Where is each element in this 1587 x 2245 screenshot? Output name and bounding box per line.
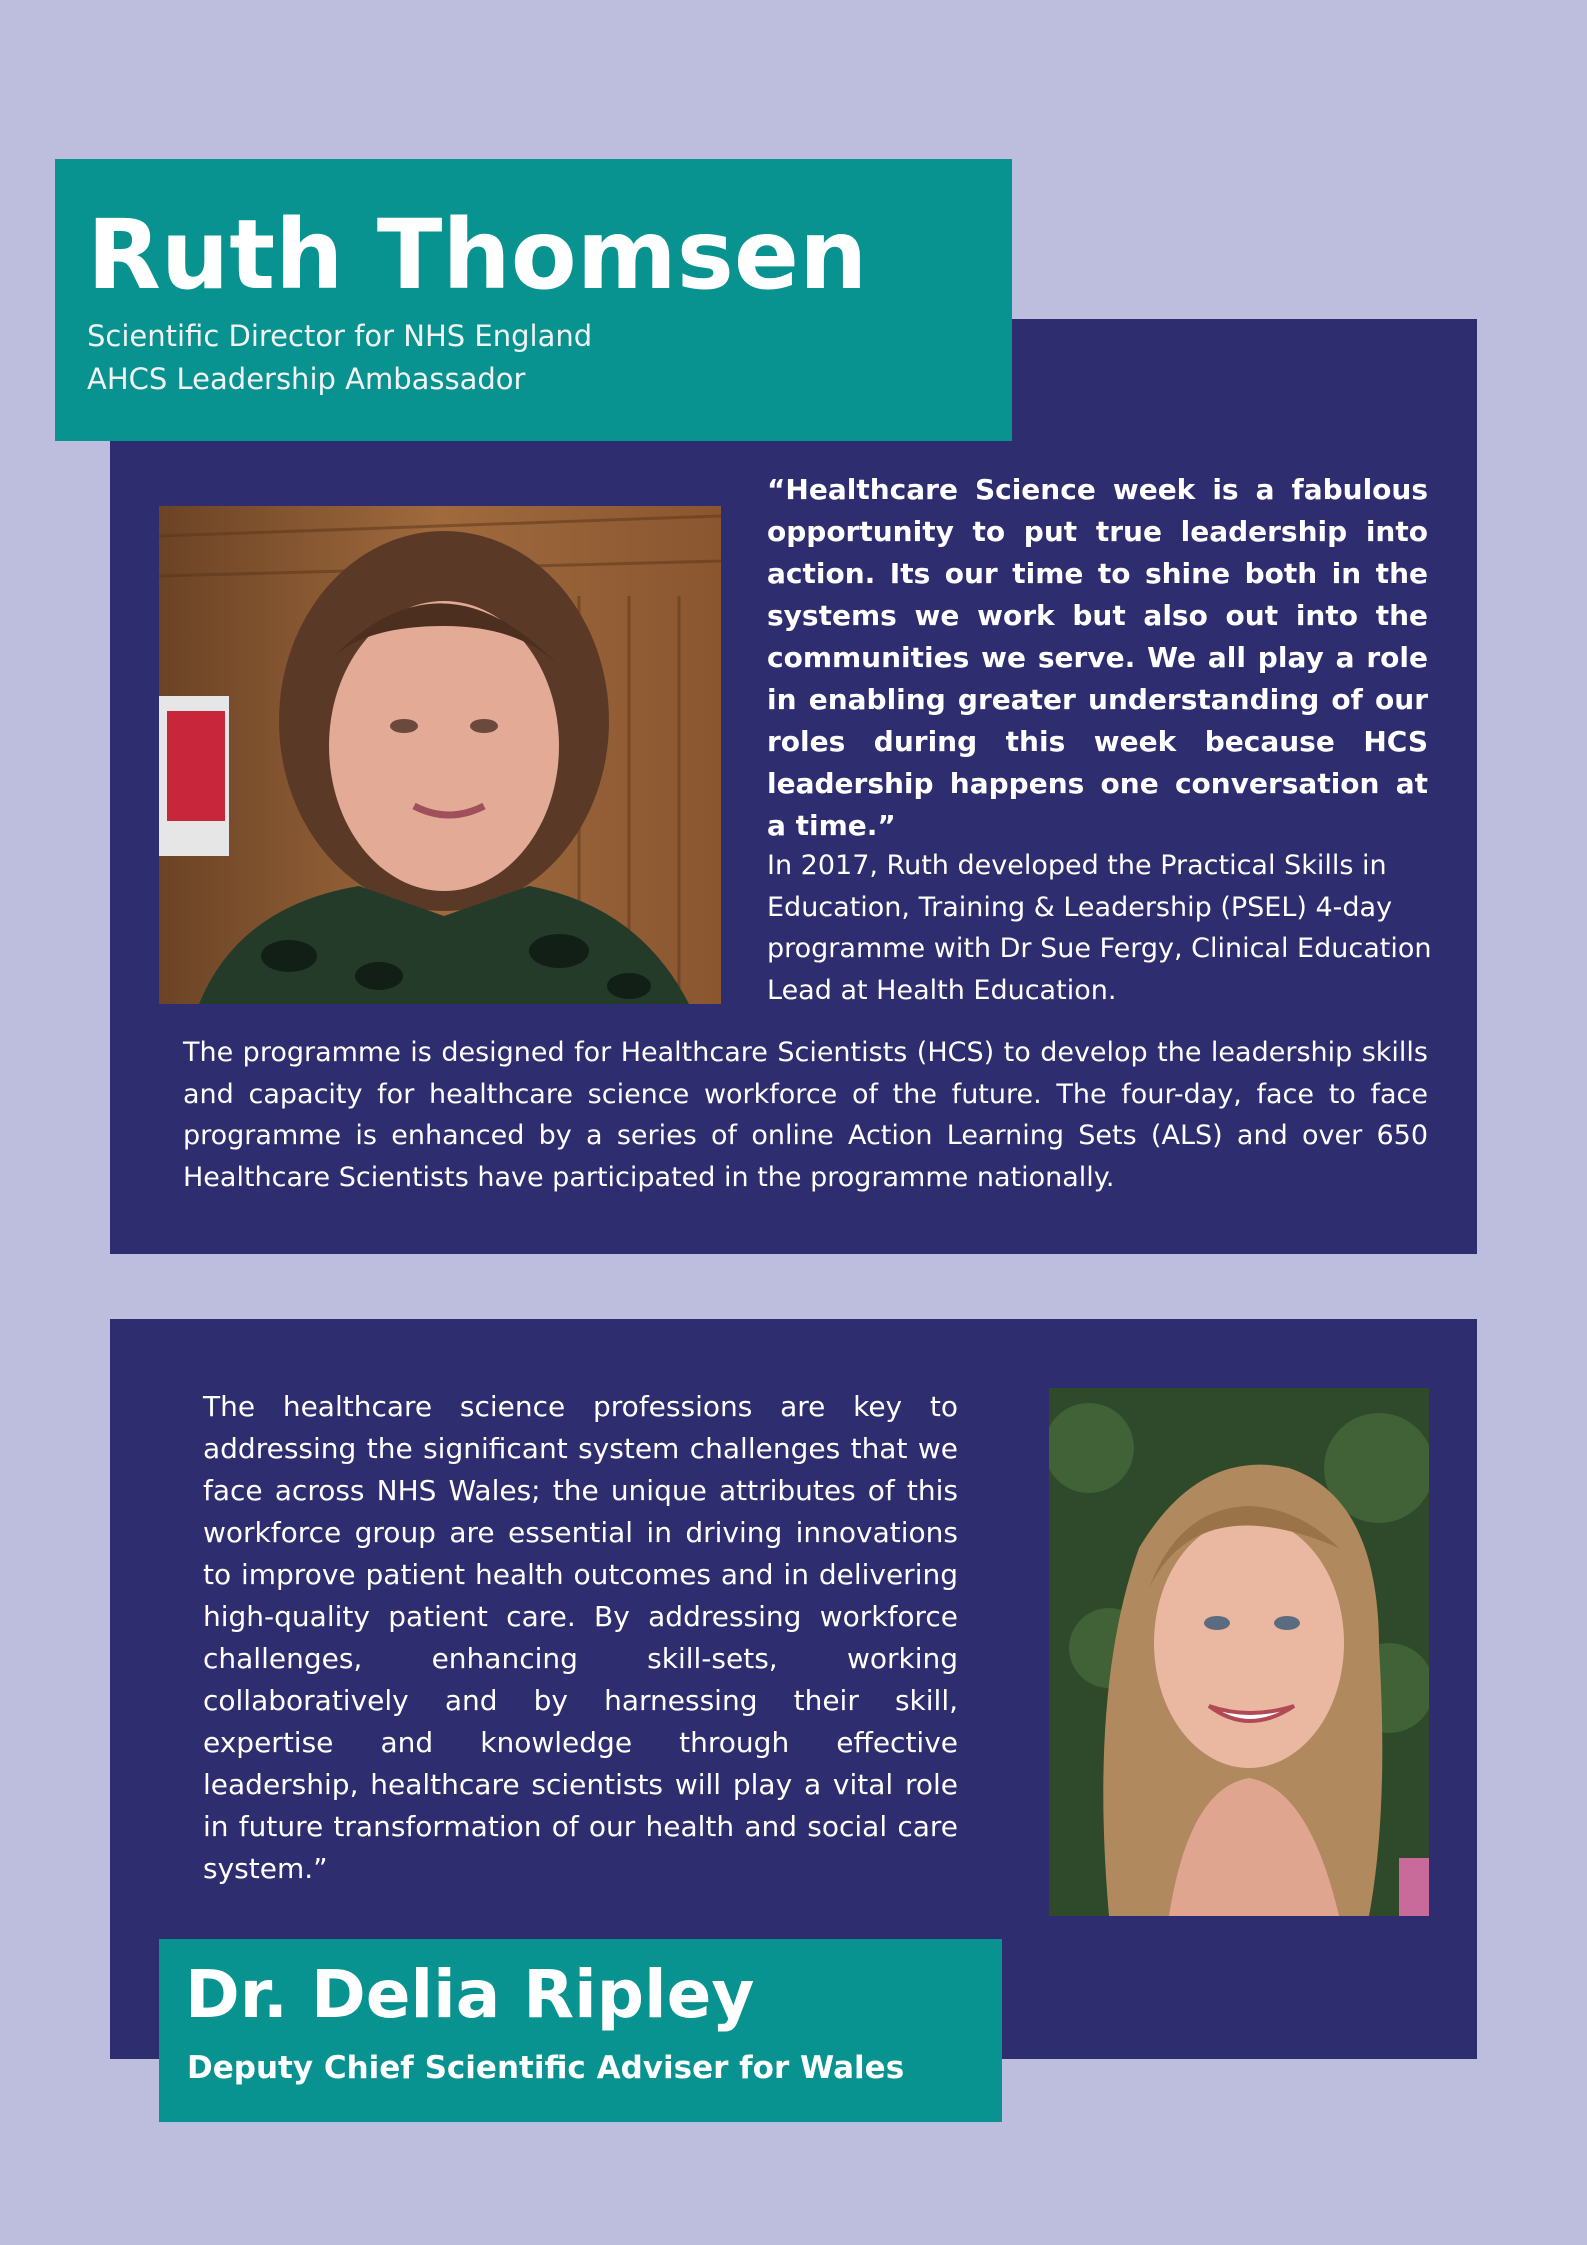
profile-name-delia: Dr. Delia Ripley bbox=[185, 1956, 755, 2033]
profile-name-ruth: Ruth Thomsen bbox=[87, 199, 868, 311]
name-header-bottom bbox=[159, 1939, 1002, 2122]
delia-ripley-photo bbox=[1049, 1388, 1429, 1916]
profile-title-delia: Deputy Chief Scientific Adviser for Wales bbox=[187, 2050, 905, 2086]
paragraph-psel: In 2017, Ruth developed the Practical Skills in Education, Training & Leadership (PSEL) 4-day programme with Dr Sue Fergy, Clinical Education Lead at Health Education. bbox=[767, 850, 1432, 1006]
profile-title-line1: Scientific Director for NHS England bbox=[87, 319, 593, 353]
quote-ruth: “Healthcare Science week is a fabulous opportunity to put true leadership into action. Its our time to shine both in the systems we work but also out into the communities we serve. We all play a role in enabling greater understanding of our roles during this week because HCS leadership happens one conversation at a time.” bbox=[767, 473, 1428, 842]
paragraph-programme: The programme is designed for Healthcare Scientists (HCS) to develop the leadership skills and capacity for healthcare science workforce of the future. The four-day, face to face programme is enhanced by a series of online Action Learning Sets (ALS) and over 650 Healthcare Scientists have participated in the programme nationally. bbox=[183, 1037, 1428, 1193]
quote-delia: The healthcare science professions are key to addressing the significant system challenges that we face across NHS Wales; the unique attributes of this workforce group are essential in driving innovations to improve patient health outcomes and in delivering high-quality patient care. By addressing workforce challenges, enhancing skill-sets, working collaboratively and by harnessing their skill, expertise and knowledge through effective leadership, healthcare scientists will play a vital role in future transformation of our health and social care system.” bbox=[203, 1390, 958, 1885]
profile-title-line2: AHCS Leadership Ambassador bbox=[87, 362, 526, 396]
name-header-top bbox=[55, 159, 1012, 441]
ruth-thomsen-photo bbox=[159, 506, 721, 1004]
